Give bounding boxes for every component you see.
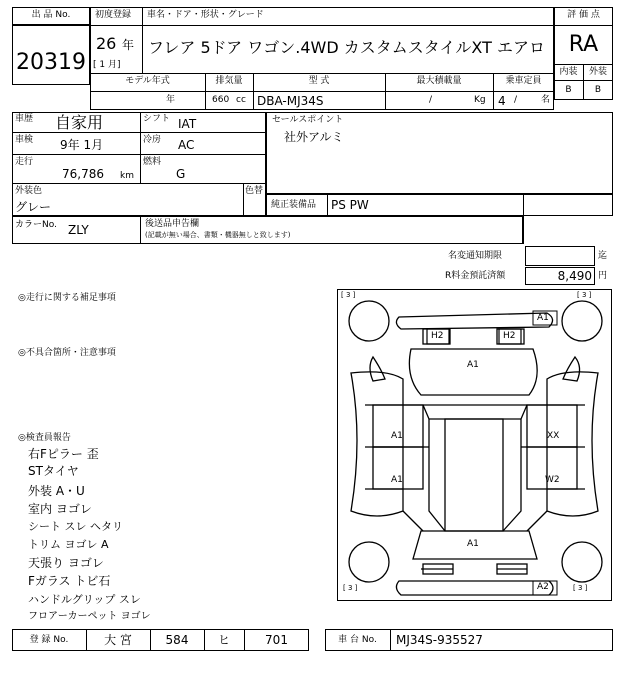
capacity-slash: / [514,95,518,105]
capacity-label: 乗車定員 [505,76,542,86]
sales-point-label: セールスポイント [272,115,344,125]
tire-label-rear-right: [ 3 ] [573,584,588,592]
capacity-value: 4 [498,94,506,108]
name-change-label: 名変通知期限 [448,251,503,261]
first-reg-month: [ 1 月] [93,60,121,70]
mirror-left [370,357,385,381]
displacement-unit: cc [236,95,246,105]
chassis-number: MJ34S-935527 [396,633,483,647]
front-bumper [396,313,552,329]
left-side [351,372,403,516]
recycle-unit: 円 [598,271,608,281]
tire-label-rear-left: [ 3 ] [343,584,358,592]
registration-label: 登 録 No. [29,635,69,645]
history-label: 車歴 [15,114,34,124]
mark-roof: A1 [467,539,479,549]
max-load-slash: / [429,95,433,105]
shift-value: IAT [178,117,197,131]
mark-right-rear-door: W2 [545,475,560,485]
inspector-item: Fガラス トビ石 [28,574,111,588]
exterior-grade: B [594,85,602,95]
first-reg-year: 26 [96,34,117,53]
fuel-value: G [176,167,186,181]
roof [445,419,503,531]
inspector-item: 右Fピラー 歪 [28,447,99,461]
mark-h2-right: H2 [503,331,516,341]
ac-value: AC [178,138,195,152]
name-change-box [525,246,595,266]
mileage-unit: km [120,171,134,181]
lot-label: 出 品 No. [31,10,71,20]
overall-grade: RA [568,32,599,57]
tire-rear-right [562,542,602,582]
model-year-label: モデル年式 [125,76,170,86]
hood [409,349,537,395]
chassis-label: 車 台 No. [338,635,377,645]
interior-grade: B [565,85,572,95]
recycle-label: R料金預託済額 [445,271,506,281]
displacement-value: 660 [212,95,230,105]
sales-point-value: 社外アルミ [284,130,344,144]
equipment-label: 純正装備品 [271,200,317,210]
defects-label: ◎不具合箇所・注意事項 [18,348,116,358]
driving-notes-label: ◎走行に関する補足事項 [18,293,116,303]
shift-label: シフト [143,114,171,124]
model-code: DBA-MJ34S [257,94,324,108]
history-value: 自家用 [55,113,104,132]
mark-left-front-door: A1 [391,431,403,441]
inspector-item: 外装 A・U [28,484,85,498]
registration-area: 大 宮 [104,633,132,647]
max-load-unit: Kg [474,95,486,105]
car-name-label: 車名・ドア・形状・グレード [147,10,264,20]
mark-rear-bumper: A2 [537,582,549,592]
ac-label: 冷房 [143,135,162,145]
mark-front-bumper: A1 [537,313,549,323]
inspector-item: シート スレ ヘタリ [28,520,123,533]
mark-h2-left: H2 [431,331,444,341]
model-year-unit: 年 [166,95,176,105]
tire-label-front-right: [ 3 ] [577,291,592,299]
inspector-report-label: ◎検査員報告 [18,433,71,443]
inspector-item: フロアーカーペット ヨゴレ [28,611,151,622]
lot-number: 20319 [16,50,86,75]
car-outline-svg [337,289,612,601]
aftermarket-label: 後送品申告欄 [145,219,200,229]
inspector-item: ハンドルグリップ スレ [28,593,141,606]
recycle-fee: 8,490 [557,269,592,283]
first-reg-year-unit: 年 [122,38,135,52]
registration-class: 584 [165,633,189,647]
inspection-value: 9年 1月 [60,138,104,152]
rear-bumper [396,581,553,595]
mark-right-front-door: XX [547,431,560,441]
right-side [547,372,598,516]
mileage-label: 走行 [15,157,34,167]
tire-front-left [349,301,389,341]
aftermarket-note: (記載が無い場合、書類・機器無しと致します) [145,231,291,239]
color-no-value: ZLY [68,223,89,237]
inspector-item: 天張り ヨゴレ [28,556,104,570]
interior-grade-label: 内装 [559,67,578,77]
fuel-label: 燃料 [143,157,162,167]
model-label: 型 式 [308,76,330,86]
max-load-label: 最大積載量 [416,76,462,86]
exterior-color-label: 外装色 [15,186,43,196]
exterior-grade-label: 外装 [588,67,607,77]
mark-hood: A1 [467,360,479,370]
repaint-label: 色替 [245,186,264,196]
mark-left-rear-door: A1 [391,475,403,485]
inspector-item: 室内 ヨゴレ [28,502,92,516]
equipment-value: PS PW [331,198,369,212]
inspector-item: STタイヤ [28,464,79,478]
grade-label: 評 価 点 [567,10,600,20]
displacement-label: 排気量 [215,76,243,86]
mileage-value: 76,786 [62,167,104,181]
name-change-unit: 迄 [598,251,608,261]
exterior-color-value: グレー [15,200,52,214]
tire-label-front-left: [ 3 ] [341,291,356,299]
capacity-unit: 名 [541,95,551,105]
car-diagram [337,289,612,601]
first-reg-label: 初度登録 [95,10,132,20]
registration-kana: ヒ [217,633,230,647]
car-name: フレア 5ドア ワゴン.4WD カスタムスタイルXT エアロ [148,38,545,57]
tire-front-right [562,301,602,341]
registration-number: 701 [265,633,288,647]
windshield [423,405,527,419]
inspection-label: 車検 [15,135,34,145]
tire-rear-left [349,542,389,582]
inspector-item: トリム ヨゴレ A [28,538,109,551]
mirror-right [563,357,580,381]
equipment-block [266,194,613,216]
color-no-label: カラーNo. [15,220,57,230]
